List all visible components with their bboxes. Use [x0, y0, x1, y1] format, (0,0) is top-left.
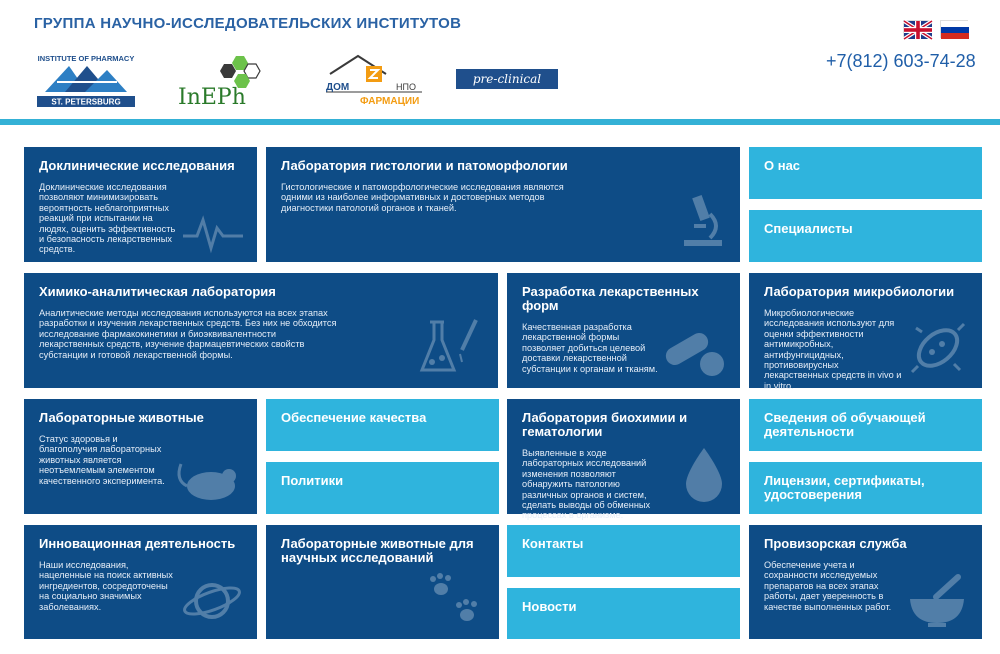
tile-title: Лаборатория биохимии и гематологии — [522, 410, 688, 439]
svg-text:ДОМ: ДОМ — [326, 82, 350, 93]
pill-capsule-icon — [660, 326, 726, 378]
tile-title: Специалисты — [764, 221, 853, 236]
tile-title: Провизорская служба — [764, 536, 907, 551]
russia-flag-icon[interactable] — [940, 20, 968, 38]
tile-title: Разработка лекарственных форм — [522, 284, 699, 313]
tile-about[interactable] — [749, 147, 982, 199]
tile-policies[interactable] — [266, 462, 499, 514]
tile-description: Статус здоровья и благополучия лабораторных животных является неотъемлемым элементом качественного эксперимента. — [39, 434, 165, 486]
tile-title: Доклинические исследования — [39, 158, 235, 173]
tile-innovation[interactable] — [24, 525, 257, 639]
blood-drop-icon — [682, 446, 726, 504]
tile-title: О нас — [764, 158, 801, 173]
tile-specialists[interactable] — [749, 210, 982, 262]
tile-microbiology[interactable] — [749, 273, 982, 391]
tile-licenses[interactable] — [749, 462, 982, 514]
tile-title: Лабораторные животные — [39, 410, 204, 425]
tile-histology[interactable] — [266, 147, 740, 262]
mouse-icon — [173, 456, 243, 504]
tile-chemistry[interactable] — [24, 273, 498, 388]
group-title: ГРУППА НАУЧНО-ИССЛЕДОВАТЕЛЬСКИХ ИНСТИТУТОВ — [34, 15, 462, 32]
tile-description: Микробиологические исследования используют для оценки эффективности антимикробных, антифунгицидных, противовирусных лекарственных средств in vivo и in vitro. — [764, 308, 902, 391]
ineph-logo[interactable] — [176, 52, 268, 108]
tile-title: Новости — [522, 599, 577, 614]
tile-title: Лицензии, сертификаты, удостоверения — [764, 473, 925, 502]
tile-description: Наши исследования, нацеленные на поиск активных ингредиентов, сосредоточены на социально значимых заболеваниях. — [39, 560, 173, 612]
tile-description: Выявленные в ходе лабораторных исследований изменения позволяют обнаружить патологию различных органов и систем, сделать выводы об обменных процессах в организме. — [522, 448, 651, 521]
tile-quality[interactable] — [266, 399, 499, 451]
tile-title: Сведения об обучающей деятельности — [764, 410, 926, 439]
tile-title: Политики — [281, 473, 344, 488]
planet-icon — [181, 573, 243, 629]
svg-text:ФАРМАЦИИ: ФАРМАЦИИ — [360, 96, 420, 107]
language-switcher — [903, 20, 968, 38]
tile-description: Качественная разработка лекарственной формы позволяет добиться целевой доставки лекарственной субстанции к органам и тканям. — [522, 322, 658, 374]
tile-description: Обеспечение учета и сохранности исследуемых препаратов на всех этапах работы, дает уверенность в качестве выполненных работ. — [764, 560, 892, 612]
flask-pipette-icon — [418, 316, 484, 378]
tile-animals[interactable] — [24, 399, 257, 514]
tile-pharmacy[interactable] — [749, 525, 982, 639]
tile-biochemistry[interactable] — [507, 399, 740, 521]
tile-title: Химико-аналитическая лаборатория — [39, 284, 276, 299]
tile-title: Инновационная деятельность — [39, 536, 236, 551]
svg-text:НПО: НПО — [396, 82, 416, 92]
tile-contacts[interactable] — [507, 525, 740, 577]
svg-text:InEPh: InEPh — [178, 85, 246, 110]
bacteria-icon — [908, 318, 968, 378]
tile-animals-research[interactable] — [266, 525, 499, 639]
paw-prints-icon — [423, 569, 485, 629]
preclinical-logo[interactable]: pre-clinical — [456, 69, 558, 89]
dom-farmacii-logo[interactable] — [324, 52, 424, 108]
tile-title: Лаборатория гистологии и патоморфологии — [281, 158, 568, 173]
tile-title: Лабораторные животные для научных исследований — [281, 536, 474, 565]
tile-description: Аналитические методы исследования используются на всех этапах разработки и изучения лекарственных средств. Без них не обходится исследование фармакокинетики и биоэквивалентности лекарственных средств, изучение фармацевтических свойств субстанции и готовой лекарственной формы. — [39, 308, 337, 360]
tile-title: Контакты — [522, 536, 584, 551]
tile-drug-forms[interactable] — [507, 273, 740, 388]
institute-of-pharmacy-logo[interactable] — [35, 52, 137, 108]
heartbeat-icon — [183, 212, 243, 252]
svg-text:INSTITUTE OF PHARMACY: INSTITUTE OF PHARMACY — [37, 54, 135, 63]
uk-flag-icon[interactable] — [903, 20, 931, 38]
tile-description: Доклинические исследования позволяют минимизировать вероятность неблагоприятных реакций при испытании на людях, оценить эффективность и безопасность лекарственных средств. — [39, 182, 176, 255]
microscope-icon — [680, 194, 726, 252]
header — [0, 0, 1000, 118]
tile-education[interactable] — [749, 399, 982, 451]
tile-news[interactable] — [507, 588, 740, 639]
svg-text:ST. PETERSBURG: ST. PETERSBURG — [51, 97, 121, 107]
header-divider — [0, 119, 1000, 125]
tile-description: Гистологические и патоморфологические исследования являются одними из наиболее информативных и достоверных методов диагностики патологий органов и тканей. — [281, 182, 564, 213]
phone-number[interactable]: +7(812) 603-74-28 — [826, 51, 976, 71]
tile-title: Обеспечение качества — [281, 410, 427, 425]
tile-preclinical[interactable] — [24, 147, 257, 262]
mortar-pestle-icon — [906, 573, 968, 629]
tile-title: Лаборатория микробиологии — [764, 284, 955, 299]
